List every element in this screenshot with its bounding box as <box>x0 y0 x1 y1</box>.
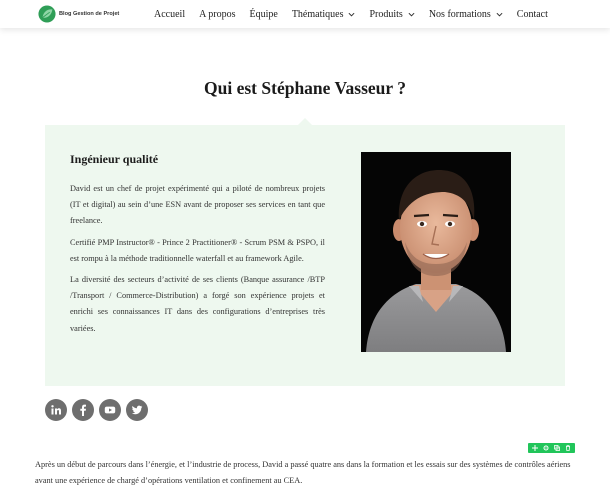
youtube-icon <box>104 404 116 416</box>
nav-item-accueil[interactable] <box>154 9 185 20</box>
move-icon[interactable] <box>532 445 538 451</box>
card-heading: Ingénieur qualité <box>70 152 159 166</box>
bio-paragraph: Certifié PMP Instructor® - Prince 2 Practitioner® - Scrum PSM & PSPO, il est rompu à la méthode traditionnelle waterfall et au framework Agile. <box>70 237 325 263</box>
bio-continuation-paragraph: Après un début de parcours dans l’énergie, et l’industrie de process, David a passé quatre ans dans la formation et les essais sur des systèmes de contrôles aériens avant une expérience de chargé d’opérations ventilation et confinement au CEA. <box>35 460 571 485</box>
leaf-logo-icon <box>38 5 56 23</box>
nav-label: Contact <box>516 8 548 20</box>
nav-label: Produits <box>369 8 403 20</box>
nav-label: Nos formations <box>428 8 491 20</box>
site-header <box>0 0 610 28</box>
nav-item-contact[interactable] <box>517 9 548 20</box>
nav-label: Équipe <box>249 8 278 20</box>
facebook-button[interactable] <box>72 399 94 421</box>
facebook-icon <box>77 404 89 416</box>
author-card <box>45 125 565 386</box>
chevron-down-icon <box>496 12 503 17</box>
youtube-button[interactable] <box>99 399 121 421</box>
nav-label: Accueil <box>154 8 186 20</box>
chevron-down-icon <box>408 12 415 17</box>
nav-item-produits[interactable] <box>369 9 414 20</box>
duplicate-icon[interactable] <box>554 445 560 451</box>
author-photo <box>361 152 511 352</box>
author-portrait-image <box>361 152 511 352</box>
card-notch <box>298 118 312 125</box>
twitter-icon <box>131 404 143 416</box>
page-title: Qui est Stéphane Vasseur ? <box>204 78 406 98</box>
editor-toolbar <box>528 443 575 453</box>
nav-item-thematiques[interactable] <box>292 9 356 20</box>
social-links <box>45 399 153 421</box>
bio-paragraph: David est un chef de projet expérimenté qui a piloté de nombreux projets (IT et digital) au sein d’une ESN avant de proposer ses services en tant que freelance. <box>70 184 325 226</box>
nav-label: A propos <box>199 8 236 20</box>
site-logo[interactable] <box>38 5 119 23</box>
card-text <box>70 181 325 342</box>
bio-paragraph: La diversité des secteurs d’activité de ses clients (Banque assurance /BTP /Transport / Commerce-Distribution) a forgé son expérience projets et enrichi ses connaissances IT dans des configurations d’entreprises très variées. <box>70 275 325 333</box>
linkedin-icon <box>50 404 62 416</box>
nav-item-nos-formations[interactable] <box>429 9 503 20</box>
chevron-down-icon <box>348 12 355 17</box>
logo-text: Blog Gestion de Projet <box>59 11 120 17</box>
nav-label: Thématiques <box>291 8 344 20</box>
linkedin-button[interactable] <box>45 399 67 421</box>
nav-item-equipe[interactable] <box>250 9 278 20</box>
nav-item-a-propos[interactable] <box>199 9 235 20</box>
trash-icon[interactable] <box>565 445 571 451</box>
gear-icon[interactable] <box>543 445 549 451</box>
main-nav <box>154 0 548 28</box>
twitter-button[interactable] <box>126 399 148 421</box>
